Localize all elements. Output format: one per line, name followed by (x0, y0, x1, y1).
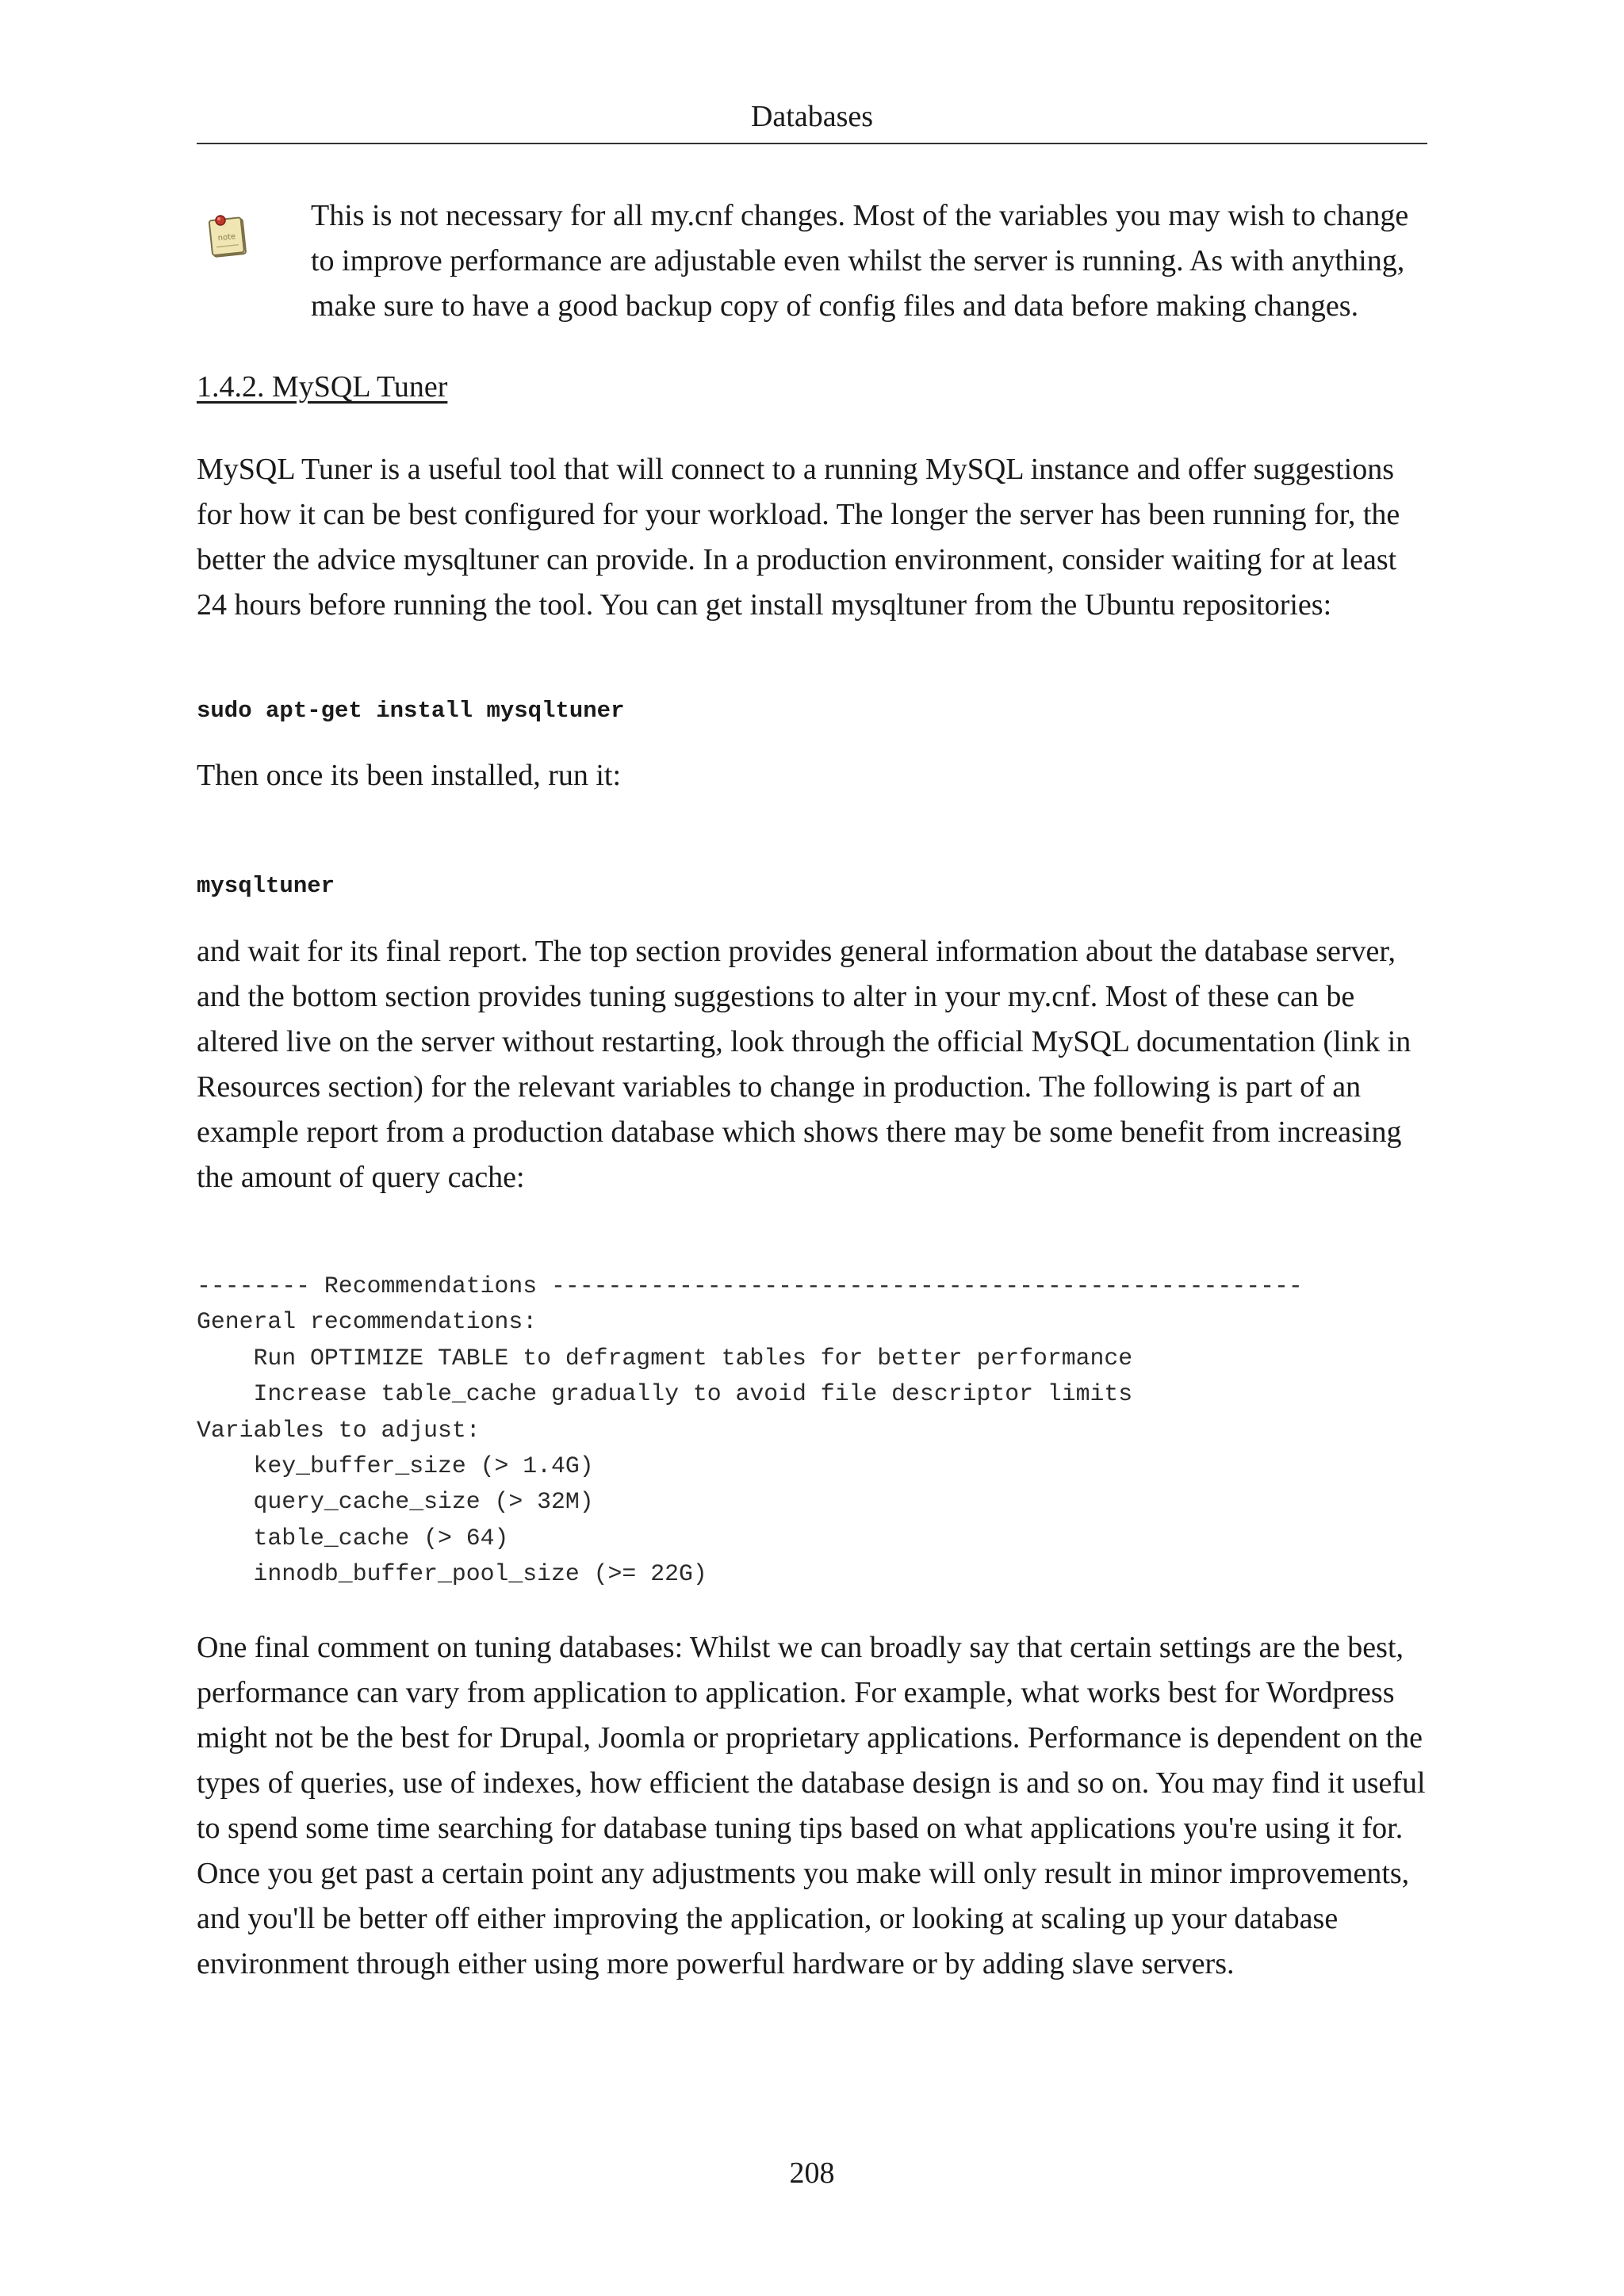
report-line: Run OPTIMIZE TABLE to defragment tables for better performance (197, 1344, 1133, 1372)
report-line: Variables to adjust: (197, 1416, 481, 1444)
section-heading: 1.4.2. MySQL Tuner (197, 370, 448, 404)
report-line: key_buffer_size (> 1.4G) (197, 1452, 594, 1480)
tuner-report (197, 1269, 1303, 1593)
report-line: innodb_buffer_pool_size (>= 22G) (197, 1560, 707, 1588)
note-icon (208, 211, 249, 260)
run-command: mysqltuner (197, 873, 335, 899)
report-line: General recommendations: (197, 1308, 538, 1336)
header-rule (197, 143, 1427, 144)
document-page (197, 0, 1427, 2296)
report-line: table_cache (> 64) (197, 1524, 509, 1552)
running-header: Databases (750, 100, 874, 133)
report-description-paragraph: and wait for its final report. The top section provides general information about the database server, and the bottom section provides tuning suggestions to alter in your my.cnf. Most of these can be altered live on the server without restarting, look through the official MySQL documentation (link in Resources section) for the relevant variables to change in production. The following is part of an example report from a production database which shows there may be some benefit from increasing the amount of query cache: (197, 935, 1411, 1194)
report-line: query_cache_size (> 32M) (197, 1488, 594, 1516)
report-line: Increase table_cache gradually to avoid file descriptor limits (197, 1380, 1133, 1408)
page-number: 208 (789, 2156, 835, 2190)
install-command: sudo apt-get install mysqltuner (197, 698, 625, 724)
svg-text:note: note (217, 232, 236, 243)
final-paragraph: One final comment on tuning databases: Whilst we can broadly say that certain settings are the best, performance can vary from application to application. For example, what works best for Wordpress might not be the best for Drupal, Joomla or proprietary applications. Performance is dependent on the types of queries, use of indexes, how efficient the database design is and so on. You may find it useful to spend some time searching for database tuning tips based on what applications you're using it for. Once you get past a certain point any adjustments you make will only result in minor improvements, and you'll be better off either improving the application, or looking at scaling up your database environment through either using more powerful hardware or by adding slave servers. (197, 1631, 1426, 1980)
intro-paragraph: MySQL Tuner is a useful tool that will connect to a running MySQL instance and offer suggestions for how it can be best configured for your workload. The longer the server has been running for, the better the advice mysqltuner can provide. In a production environment, consider waiting for at least 24 hours before running the tool. You can get install mysqltuner from the Ubuntu repositories: (197, 453, 1400, 622)
then-run-paragraph: Then once its been installed, run it: (197, 759, 622, 792)
report-line: -------- Recommendations ----------------------------------------------------- (197, 1272, 1303, 1299)
note-text: This is not necessary for all my.cnf changes. Most of the variables you may wish to change to improve performance are adjustable even whilst the server is running. As with anything, make sure to have a good backup copy of config files and data before making changes. (311, 199, 1409, 323)
